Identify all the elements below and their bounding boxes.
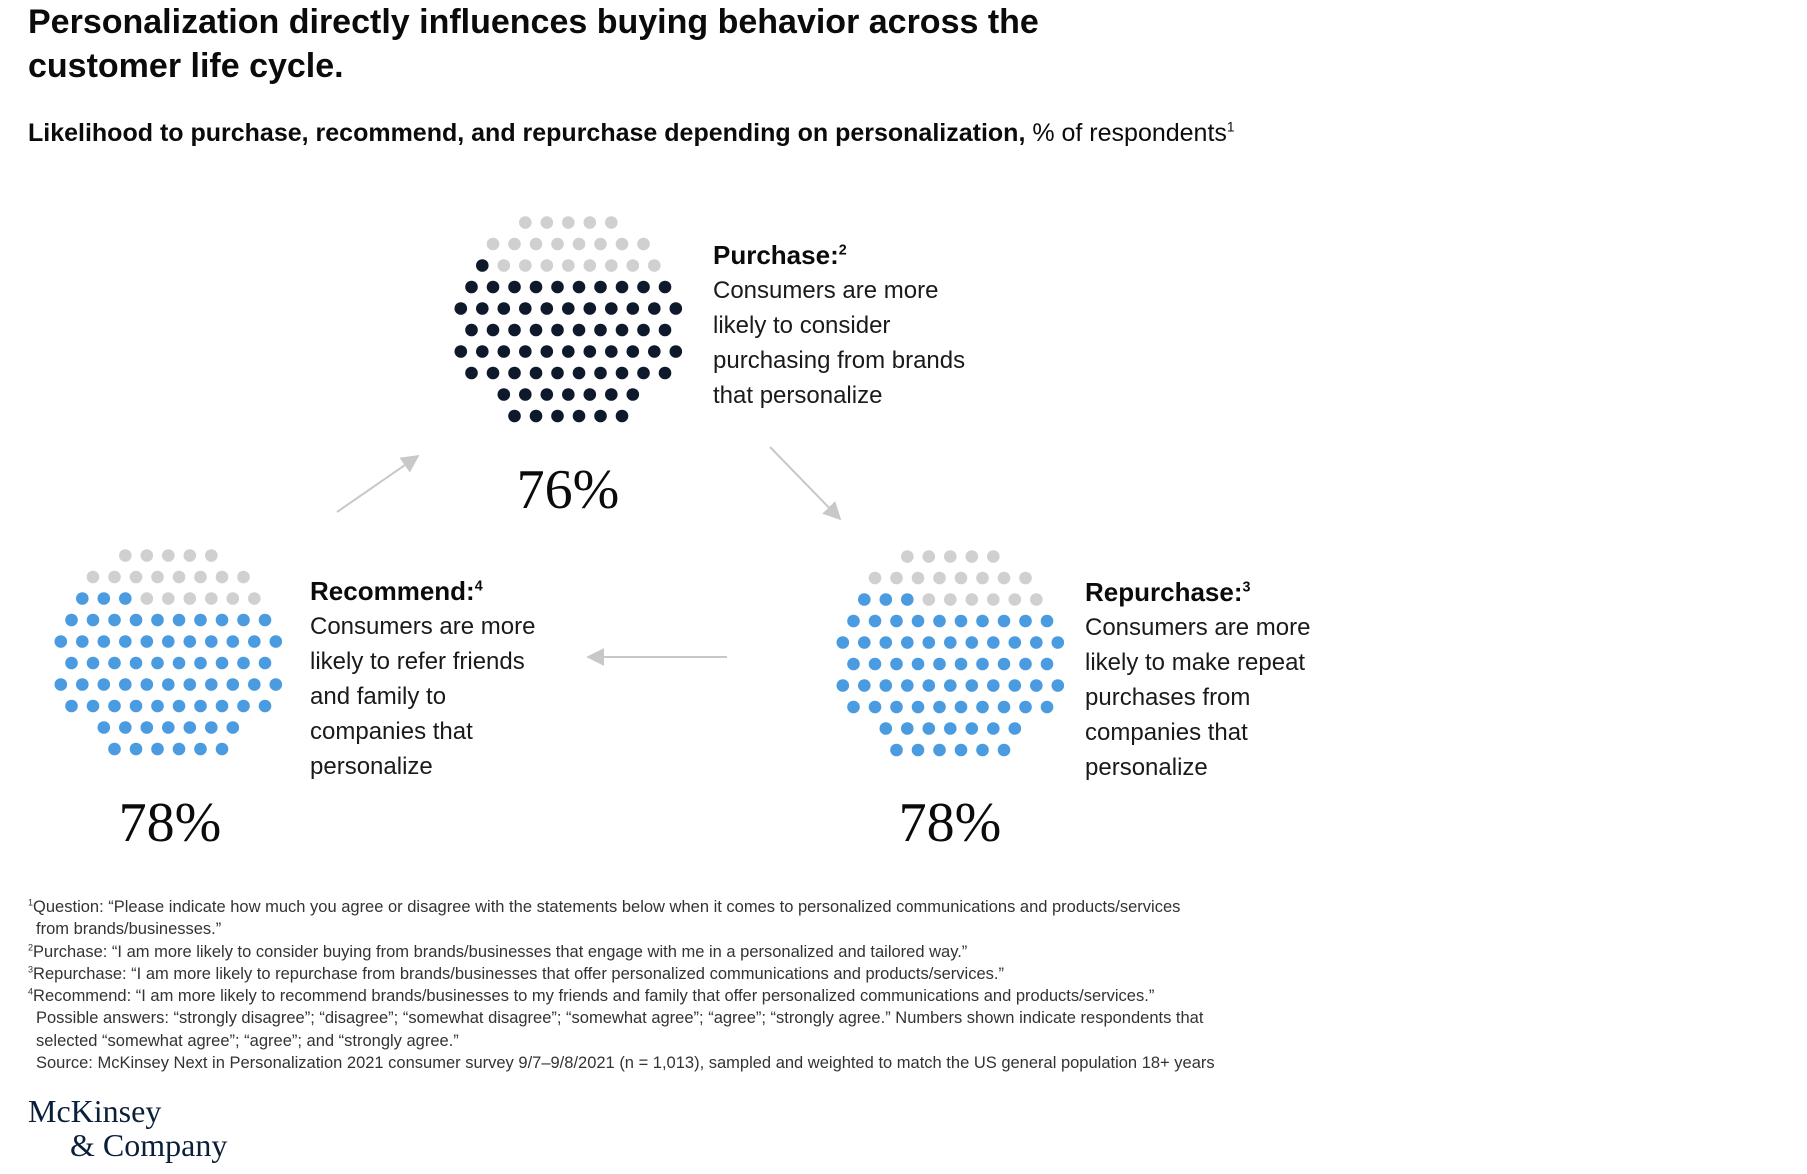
- recommend-filled-dot: [98, 635, 111, 648]
- repurchase-filled-dot: [1019, 615, 1032, 628]
- purchase-filled-dot: [562, 302, 575, 315]
- purchase-filled-dot: [530, 281, 543, 294]
- recommend-filled-dot: [98, 721, 111, 734]
- recommend-filled-dot: [227, 635, 240, 648]
- repurchase-filled-dot: [901, 593, 914, 606]
- purchase-desc-line: purchasing from brands: [713, 347, 966, 374]
- repurchase-filled-dot: [890, 701, 903, 714]
- repurchase-filled-dot: [837, 636, 850, 649]
- purchase-empty-dot: [562, 216, 575, 229]
- repurchase-empty-dot: [998, 572, 1011, 585]
- purchase-empty-dot: [519, 259, 532, 272]
- recommend-filled-dot: [184, 721, 197, 734]
- repurchase-filled-dot: [1052, 636, 1065, 649]
- recommend-filled-dot: [108, 657, 121, 670]
- repurchase-filled-dot: [1009, 636, 1022, 649]
- repurchase-filled-dot: [955, 701, 968, 714]
- purchase-filled-dot: [541, 388, 554, 401]
- purchase-filled-dot: [616, 281, 629, 294]
- recommend-filled-dot: [141, 721, 154, 734]
- recommend-filled-dot: [87, 614, 100, 627]
- recommend-filled-dot: [270, 635, 283, 648]
- recommend-empty-dot: [162, 592, 175, 605]
- repurchase-filled-dot: [923, 722, 936, 735]
- repurchase-filled-dot: [976, 615, 989, 628]
- purchase-filled-dot: [605, 302, 618, 315]
- repurchase-empty-dot: [944, 593, 957, 606]
- recommend-filled-dot: [151, 657, 164, 670]
- purchase-filled-dot: [584, 302, 597, 315]
- repurchase-empty-dot: [923, 593, 936, 606]
- purchase-filled-dot: [541, 345, 554, 358]
- recommend-filled-dot: [130, 743, 143, 756]
- recommend-filled-dot: [130, 700, 143, 713]
- repurchase-empty-dot: [912, 572, 925, 585]
- repurchase-filled-dot: [1019, 658, 1032, 671]
- repurchase-empty-dot: [869, 572, 882, 585]
- recommend-filled-dot: [270, 678, 283, 691]
- repurchase-filled-dot: [890, 615, 903, 628]
- recommend-empty-dot: [216, 571, 229, 584]
- purchase-filled-dot: [487, 281, 500, 294]
- repurchase-filled-dot: [880, 679, 893, 692]
- recommend-filled-dot: [87, 700, 100, 713]
- recommend-filled-dot: [151, 700, 164, 713]
- recommend-percent: 78%: [118, 792, 222, 854]
- mckinsey-logo: [28, 1094, 227, 1162]
- purchase-filled-dot: [455, 302, 468, 315]
- repurchase-empty-dot: [1019, 572, 1032, 585]
- purchase-filled-dot: [594, 281, 607, 294]
- recommend-filled-dot: [65, 700, 78, 713]
- recommend-empty-dot: [130, 571, 143, 584]
- purchase-desc-line: Consumers are more: [713, 277, 939, 304]
- recommend-filled-dot: [194, 700, 207, 713]
- purchase-filled-dot: [670, 302, 683, 315]
- recommend-filled-dot: [216, 657, 229, 670]
- footnote: $^1$Question: “Please indicate how much you agree or disagree with the statements below when it comes to personalized communications and products/services from brands/businesses.”: [28, 897, 1181, 939]
- recommend-filled-dot: [216, 614, 229, 627]
- repurchase-filled-dot: [955, 744, 968, 757]
- repurchase-filled-dot: [1030, 636, 1043, 649]
- repurchase-filled-dot: [923, 679, 936, 692]
- purchase-filled-dot: [508, 324, 521, 337]
- purchase-empty-dot: [605, 216, 618, 229]
- recommend-filled-dot: [184, 635, 197, 648]
- recommend-label: Recommend:$^4$: [310, 576, 483, 606]
- repurchase-filled-dot: [1030, 679, 1043, 692]
- repurchase-filled-dot: [933, 658, 946, 671]
- recommend-filled-dot: [141, 678, 154, 691]
- purchase-filled-dot: [487, 324, 500, 337]
- recommend-desc-line: likely to refer friends: [310, 648, 525, 675]
- recommend-desc-line: Consumers are more: [310, 613, 536, 640]
- purchase-filled-dot: [584, 388, 597, 401]
- repurchase-desc-line: personalize: [1085, 754, 1208, 781]
- repurchase-filled-dot: [923, 636, 936, 649]
- repurchase-filled-dot: [987, 722, 1000, 735]
- purchase-empty-dot: [530, 238, 543, 251]
- recommend-description: [310, 574, 535, 784]
- repurchase-filled-dot: [912, 744, 925, 757]
- repurchase-empty-dot: [1009, 593, 1022, 606]
- arrow-purchase-to-repurchase: [770, 447, 840, 519]
- purchase-filled-dot: [530, 410, 543, 423]
- purchase-empty-dot: [562, 259, 575, 272]
- purchase-filled-dot: [498, 345, 511, 358]
- purchase-empty-dot: [616, 238, 629, 251]
- purchase-filled-dot: [530, 324, 543, 337]
- purchase-filled-dot: [519, 345, 532, 358]
- purchase-filled-dot: [455, 345, 468, 358]
- purchase-empty-dot: [541, 216, 554, 229]
- recommend-filled-dot: [216, 700, 229, 713]
- recommend-filled-dot: [162, 721, 175, 734]
- purchase-filled-dot: [637, 281, 650, 294]
- repurchase-description: [1085, 575, 1310, 785]
- recommend-filled-dot: [173, 657, 186, 670]
- recommend-filled-dot: [173, 743, 186, 756]
- purchase-filled-dot: [551, 410, 564, 423]
- repurchase-filled-dot: [901, 679, 914, 692]
- recommend-empty-dot: [227, 592, 240, 605]
- recommend-filled-dot: [205, 635, 218, 648]
- recommend-desc-line: and family to: [310, 683, 447, 710]
- repurchase-desc-line: companies that: [1085, 719, 1248, 746]
- purchase-empty-dot: [648, 259, 661, 272]
- purchase-description: [713, 238, 965, 413]
- subtitle-unit: % of respondents: [1025, 119, 1227, 147]
- recommend-filled-dot: [259, 614, 272, 627]
- recommend-empty-dot: [237, 571, 250, 584]
- purchase-empty-dot: [594, 238, 607, 251]
- logo-line: & Company: [70, 1127, 228, 1163]
- recommend-filled-dot: [98, 592, 111, 605]
- repurchase-filled-dot: [998, 701, 1011, 714]
- purchase-filled-dot: [519, 302, 532, 315]
- recommend-filled-dot: [205, 721, 218, 734]
- purchase-filled-dot: [670, 345, 683, 358]
- repurchase-filled-dot: [976, 658, 989, 671]
- purchase-empty-dot: [584, 259, 597, 272]
- repurchase-filled-dot: [987, 679, 1000, 692]
- purchase-filled-dot: [659, 324, 672, 337]
- purchase-filled-dot: [573, 367, 586, 380]
- repurchase-filled-dot: [966, 679, 979, 692]
- recommend-filled-dot: [119, 592, 132, 605]
- purchase-filled-dot: [627, 388, 640, 401]
- recommend-filled-dot: [76, 678, 89, 691]
- recommend-filled-dot: [141, 635, 154, 648]
- repurchase-desc-line: Consumers are more: [1085, 614, 1311, 641]
- purchase-filled-dot: [594, 324, 607, 337]
- repurchase-empty-dot: [890, 572, 903, 585]
- chart-title: Personalization directly influences buying behavior across the customer life cycle.: [28, 3, 1039, 85]
- footnote: $^4$Recommend: “I am more likely to recommend brands/businesses to my friends and family that offer personalized communications and products/services.” Possible answers: “strongly disagree”; “disagree”; “somewhat disagree”; “somewhat agree”; “agree”; “strongly agree.” Numbers shown indicate respondents that selected “somewhat agree”; “agree”; and “strongly agree.” Source: McKinsey Next in Personalization 2021 consumer survey 9/7–9/8/2021 (n = 1,013), sampled and weighted to match the US general population 18+ years: [28, 986, 1215, 1073]
- recommend-filled-dot: [108, 700, 121, 713]
- repurchase-empty-dot: [1030, 593, 1043, 606]
- repurchase-filled-dot: [944, 722, 957, 735]
- repurchase-filled-dot: [869, 658, 882, 671]
- repurchase-filled-dot: [880, 593, 893, 606]
- purchase-empty-dot: [498, 259, 511, 272]
- subtitle-bold: Likelihood to purchase, recommend, and repurchase depending on personalization,: [28, 119, 1026, 147]
- recommend-filled-dot: [55, 678, 68, 691]
- repurchase-filled-dot: [869, 701, 882, 714]
- repurchase-filled-dot: [837, 679, 850, 692]
- repurchase-empty-dot: [976, 572, 989, 585]
- repurchase-filled-dot: [998, 615, 1011, 628]
- purchase-filled-dot: [487, 367, 500, 380]
- purchase-label: Purchase:$^2$: [713, 240, 847, 270]
- repurchase-filled-dot: [1009, 722, 1022, 735]
- purchase-empty-dot: [508, 238, 521, 251]
- purchase-filled-dot: [562, 388, 575, 401]
- arrow-recommend-to-purchase: [337, 456, 418, 512]
- repurchase-label: Repurchase:$^3$: [1085, 577, 1251, 607]
- recommend-filled-dot: [248, 678, 261, 691]
- logo-line: McKinsey: [28, 1093, 162, 1129]
- recommend-empty-dot: [119, 549, 132, 562]
- repurchase-filled-dot: [1009, 679, 1022, 692]
- purchase-filled-dot: [605, 345, 618, 358]
- repurchase-filled-dot: [912, 615, 925, 628]
- purchase-filled-dot: [594, 367, 607, 380]
- recommend-filled-dot: [87, 657, 100, 670]
- purchase-filled-dot: [573, 324, 586, 337]
- recommend-filled-dot: [237, 657, 250, 670]
- footnote: $^3$Repurchase: “I am more likely to repurchase from brands/businesses that offer personalized communications and products/services.”: [28, 964, 1004, 983]
- repurchase-filled-dot: [987, 636, 1000, 649]
- purchase-filled-dot: [616, 410, 629, 423]
- repurchase-filled-dot: [998, 658, 1011, 671]
- repurchase-percent: 78%: [898, 792, 1002, 854]
- recommend-filled-dot: [194, 743, 207, 756]
- purchase-percent: 76%: [516, 459, 620, 521]
- recommend-empty-dot: [162, 549, 175, 562]
- recommend-filled-dot: [65, 657, 78, 670]
- recommend-filled-dot: [130, 614, 143, 627]
- footnotes: [28, 896, 1328, 1074]
- purchase-filled-dot: [530, 367, 543, 380]
- purchase-filled-dot: [659, 281, 672, 294]
- repurchase-desc-line: likely to make repeat: [1085, 649, 1306, 676]
- repurchase-filled-dot: [976, 744, 989, 757]
- repurchase-empty-dot: [923, 550, 936, 563]
- recommend-filled-dot: [108, 614, 121, 627]
- repurchase-empty-dot: [955, 572, 968, 585]
- recommend-filled-dot: [98, 678, 111, 691]
- recommend-filled-dot: [194, 614, 207, 627]
- recommend-empty-dot: [87, 571, 100, 584]
- repurchase-filled-dot: [944, 679, 957, 692]
- repurchase-filled-dot: [901, 636, 914, 649]
- repurchase-filled-dot: [847, 658, 860, 671]
- purchase-filled-dot: [605, 388, 618, 401]
- purchase-filled-dot: [476, 302, 489, 315]
- recommend-empty-dot: [141, 592, 154, 605]
- recommend-empty-dot: [194, 571, 207, 584]
- purchase-filled-dot: [659, 367, 672, 380]
- recommend-empty-dot: [205, 592, 218, 605]
- repurchase-filled-dot: [1041, 701, 1054, 714]
- recommend-empty-dot: [205, 549, 218, 562]
- repurchase-empty-dot: [933, 572, 946, 585]
- repurchase-empty-dot: [987, 593, 1000, 606]
- purchase-empty-dot: [573, 238, 586, 251]
- recommend-filled-dot: [173, 614, 186, 627]
- recommend-filled-dot: [76, 635, 89, 648]
- recommend-filled-dot: [227, 678, 240, 691]
- recommend-empty-dot: [141, 549, 154, 562]
- recommend-empty-dot: [151, 571, 164, 584]
- recommend-filled-dot: [65, 614, 78, 627]
- repurchase-filled-dot: [858, 593, 871, 606]
- purchase-filled-dot: [573, 281, 586, 294]
- recommend-filled-dot: [237, 614, 250, 627]
- repurchase-filled-dot: [955, 615, 968, 628]
- purchase-filled-dot: [551, 367, 564, 380]
- repurchase-filled-dot: [858, 636, 871, 649]
- recommend-filled-dot: [162, 635, 175, 648]
- recommend-filled-dot: [259, 657, 272, 670]
- repurchase-filled-dot: [880, 722, 893, 735]
- repurchase-filled-dot: [847, 615, 860, 628]
- purchase-empty-dot: [541, 259, 554, 272]
- purchase-filled-dot: [465, 367, 478, 380]
- repurchase-filled-dot: [847, 701, 860, 714]
- recommend-filled-dot: [227, 721, 240, 734]
- repurchase-filled-dot: [933, 744, 946, 757]
- purchase-filled-dot: [562, 345, 575, 358]
- recommend-filled-dot: [216, 743, 229, 756]
- recommend-empty-dot: [173, 571, 186, 584]
- purchase-filled-dot: [627, 345, 640, 358]
- recommend-filled-dot: [259, 700, 272, 713]
- purchase-filled-dot: [498, 302, 511, 315]
- repurchase-filled-dot: [901, 722, 914, 735]
- recommend-filled-dot: [248, 635, 261, 648]
- purchase-filled-dot: [551, 324, 564, 337]
- repurchase-filled-dot: [1019, 701, 1032, 714]
- repurchase-filled-dot: [880, 636, 893, 649]
- recommend-empty-dot: [108, 571, 121, 584]
- repurchase-filled-dot: [890, 744, 903, 757]
- repurchase-filled-dot: [1041, 658, 1054, 671]
- repurchase-filled-dot: [912, 658, 925, 671]
- repurchase-filled-dot: [912, 701, 925, 714]
- purchase-empty-dot: [487, 238, 500, 251]
- repurchase-filled-dot: [998, 744, 1011, 757]
- recommend-filled-dot: [205, 678, 218, 691]
- purchase-filled-dot: [519, 388, 532, 401]
- repurchase-empty-dot: [987, 550, 1000, 563]
- subtitle-footnote-marker: 1: [1226, 119, 1235, 135]
- repurchase-filled-dot: [1041, 615, 1054, 628]
- purchase-filled-dot: [584, 345, 597, 358]
- recommend-filled-dot: [108, 743, 121, 756]
- recommend-filled-dot: [55, 635, 68, 648]
- repurchase-empty-dot: [966, 593, 979, 606]
- purchase-empty-dot: [519, 216, 532, 229]
- purchase-filled-dot: [498, 388, 511, 401]
- recommend-empty-dot: [248, 592, 261, 605]
- purchase-filled-dot: [508, 410, 521, 423]
- footnote: $^2$Purchase: “I am more likely to consider buying from brands/businesses that engage with me in a personalized and tailored way.”: [28, 942, 968, 961]
- purchase-filled-dot: [551, 281, 564, 294]
- repurchase-filled-dot: [858, 679, 871, 692]
- purchase-filled-dot: [616, 367, 629, 380]
- recommend-filled-dot: [151, 743, 164, 756]
- purchase-desc-line: that personalize: [713, 382, 883, 409]
- repurchase-filled-dot: [944, 636, 957, 649]
- recommend-filled-dot: [119, 678, 132, 691]
- recommend-desc-line: personalize: [310, 753, 433, 780]
- purchase-filled-dot: [627, 302, 640, 315]
- purchase-filled-dot: [637, 324, 650, 337]
- purchase-filled-dot: [648, 345, 661, 358]
- purchase-empty-dot: [584, 216, 597, 229]
- purchase-filled-dot: [465, 324, 478, 337]
- repurchase-empty-dot: [944, 550, 957, 563]
- repurchase-filled-dot: [976, 701, 989, 714]
- recommend-filled-dot: [76, 592, 89, 605]
- recommend-filled-dot: [194, 657, 207, 670]
- purchase-empty-dot: [627, 259, 640, 272]
- purchase-empty-dot: [637, 238, 650, 251]
- purchase-filled-dot: [541, 302, 554, 315]
- recommend-filled-dot: [162, 678, 175, 691]
- recommend-empty-dot: [184, 549, 197, 562]
- repurchase-filled-dot: [966, 722, 979, 735]
- purchase-filled-dot: [476, 345, 489, 358]
- recommend-empty-dot: [184, 592, 197, 605]
- repurchase-empty-dot: [901, 550, 914, 563]
- repurchase-filled-dot: [890, 658, 903, 671]
- repurchase-filled-dot: [933, 701, 946, 714]
- recommend-filled-dot: [130, 657, 143, 670]
- repurchase-filled-dot: [955, 658, 968, 671]
- purchase-empty-dot: [551, 238, 564, 251]
- purchase-filled-dot: [648, 302, 661, 315]
- purchase-filled-dot: [508, 367, 521, 380]
- repurchase-filled-dot: [966, 636, 979, 649]
- purchase-desc-line: likely to consider: [713, 312, 891, 339]
- repurchase-filled-dot: [1052, 679, 1065, 692]
- recommend-filled-dot: [119, 635, 132, 648]
- purchase-filled-dot: [616, 324, 629, 337]
- recommend-filled-dot: [151, 614, 164, 627]
- repurchase-empty-dot: [966, 550, 979, 563]
- recommend-filled-dot: [237, 700, 250, 713]
- purchase-filled-dot: [476, 259, 489, 272]
- purchase-filled-dot: [637, 367, 650, 380]
- purchase-filled-dot: [508, 281, 521, 294]
- purchase-empty-dot: [605, 259, 618, 272]
- purchase-filled-dot: [573, 410, 586, 423]
- purchase-filled-dot: [594, 410, 607, 423]
- recommend-filled-dot: [119, 721, 132, 734]
- recommend-desc-line: companies that: [310, 718, 473, 745]
- recommend-filled-dot: [173, 700, 186, 713]
- repurchase-filled-dot: [869, 615, 882, 628]
- repurchase-desc-line: purchases from: [1085, 684, 1251, 711]
- purchase-filled-dot: [465, 281, 478, 294]
- repurchase-filled-dot: [933, 615, 946, 628]
- recommend-filled-dot: [184, 678, 197, 691]
